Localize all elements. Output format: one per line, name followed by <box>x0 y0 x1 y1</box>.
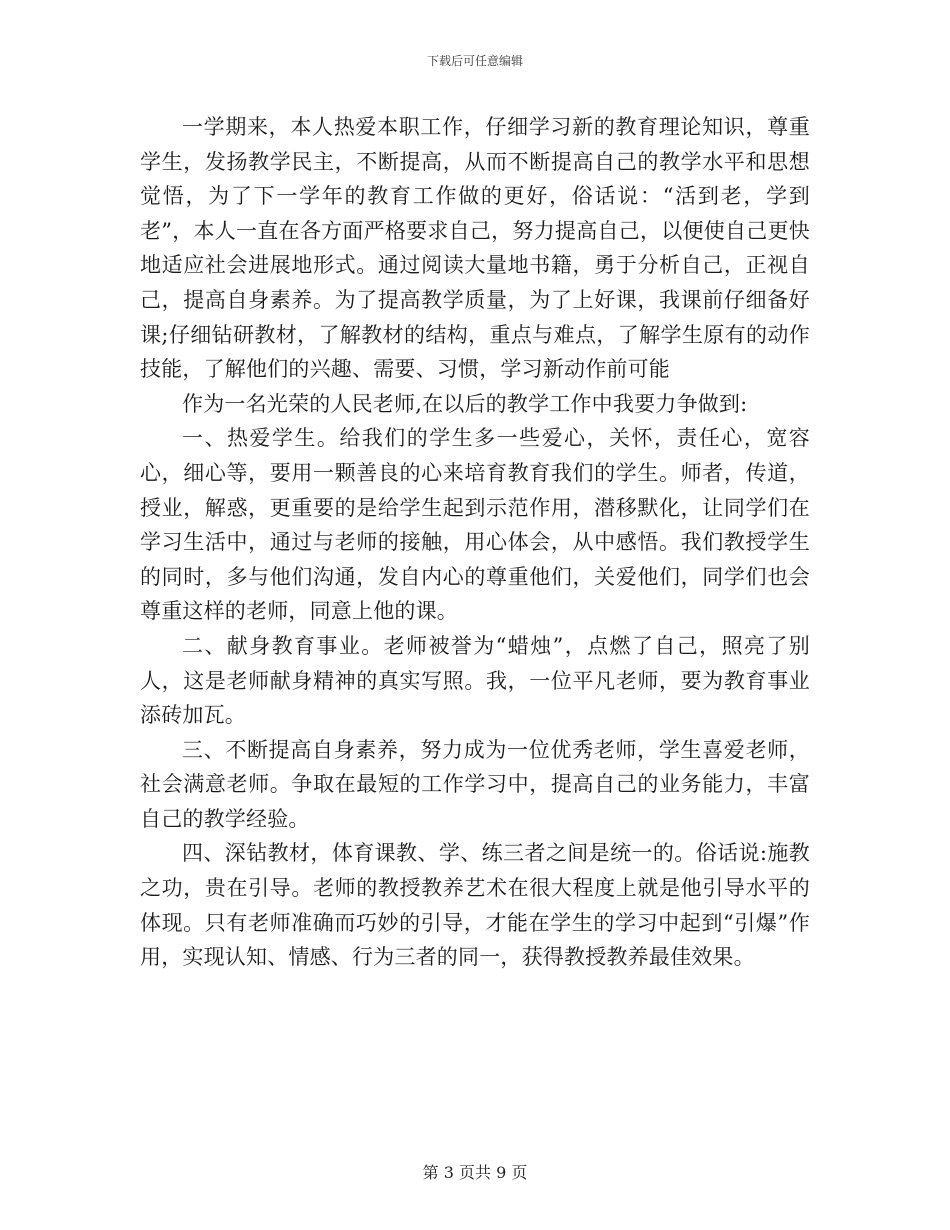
paragraph-point-1: 一、热爱学生。给我们的学生多一些爱心，关怀，责任心，宽容心，细心等，要用一颗善良的心来培育教育我们的学生。师者，传道，授业，解惑，更重要的是给学生起到示范作用，潜移默化，让同学们在学习生活中，通过与老师的接触，用心体会，从中感悟。我们教授学生的同时，多与他们沟通，发自内心的尊重他们，关爱他们，同学们也会尊重这样的老师，同意上他的课。 <box>140 426 810 624</box>
page-header-note: 下载后可任意编辑 <box>426 54 523 68</box>
paragraph-point-2: 二、献身教育事业。老师被誉为“蜡烛”，点燃了自己，照亮了别人，这是老师献身精神的真实写照。我，一位平凡老师，要为教育事业添砖加瓦。 <box>140 633 810 728</box>
paragraph-intro: 一学期来，本人热爱本职工作，仔细学习新的教育理论知识，尊重学生，发扬教学民主，不断提高，从而不断提高自己的教学水平和思想觉悟，为了下一学年的教育工作做的更好，俗话说：“活到老，学到老”，本人一直在各方面严格要求自己，努力提高自己，以便使自己更快地适应社会进展地形式。通过阅读大量地书籍，勇于分析自己，正视自己，提高自身素养。为了提高教学质量，为了上好课，我课前仔细备好课;仔细钻研教材，了解教材的结构，重点与难点，了解学生原有的动作技能，了解他们的兴趣、需要、习惯，学习新动作前可能 <box>140 115 810 382</box>
paragraph-point-4: 四、深钻教材，体育课教、学、练三者之间是统一的。俗话说:施教之功，贵在引导。老师的教授教养艺术在很大程度上就是他引导水平的体现。只有老师准确而巧妙的引导，才能在学生的学习中起到“引爆”作用，实现认知、情感、行为三者的同一，获得教授教养最佳效果。 <box>140 841 810 970</box>
page-number: 第 3 页共 9 页 <box>422 1163 528 1182</box>
document-body <box>140 110 810 975</box>
paragraph-goal-statement: 作为一名光荣的人民老师,在以后的教学工作中我要力争做到: <box>182 391 748 416</box>
paragraph-point-3: 三、不断提高自身素养，努力成为一位优秀老师，学生喜爱老师，社会满意老师。争取在最短的工作学习中，提高自己的业务能力，丰富自己的教学经验。 <box>140 737 810 831</box>
